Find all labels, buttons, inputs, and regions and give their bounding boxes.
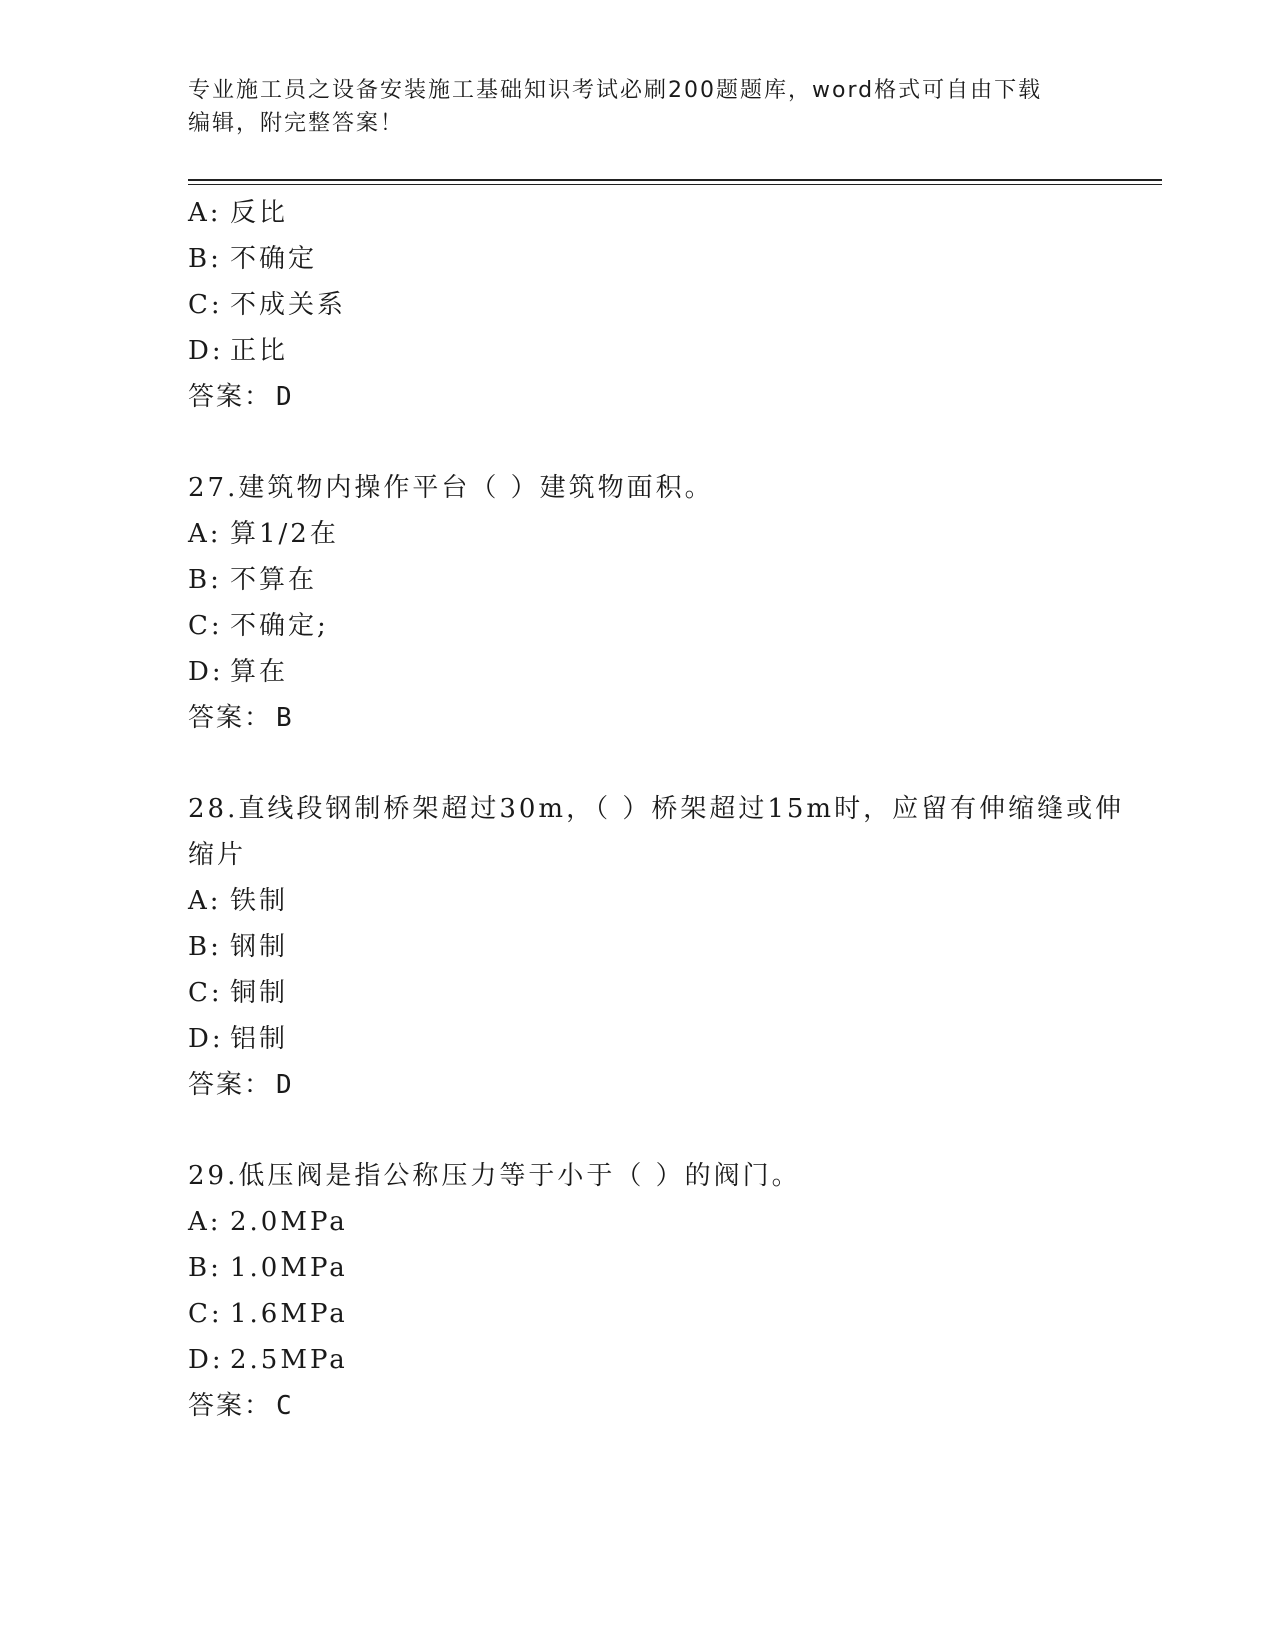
option-d: [188, 649, 1128, 695]
answer-line: [188, 1062, 1128, 1108]
option-c: [188, 603, 1128, 649]
option-key: A:: [188, 1207, 222, 1237]
option-key: A:: [188, 519, 222, 549]
option-c: [188, 970, 1128, 1016]
option-d: [188, 328, 1128, 374]
option-text: 铁制: [230, 886, 289, 916]
option-key: A:: [188, 886, 222, 916]
option-a: [188, 1199, 1128, 1245]
question-spacer: [188, 420, 1128, 465]
question-28: [188, 786, 1128, 1108]
option-d: [188, 1337, 1128, 1383]
option-a: [188, 511, 1128, 557]
option-text: 正比: [230, 336, 289, 366]
answer-label: 答案：: [188, 382, 273, 412]
option-text: 2.5MPa: [230, 1345, 348, 1375]
option-text: 不确定;: [230, 611, 329, 641]
answer-value: C: [276, 1391, 294, 1421]
question-spacer: [188, 741, 1128, 786]
question-list: [188, 190, 1128, 1429]
option-key: C:: [188, 290, 223, 320]
option-key: D:: [188, 657, 224, 687]
question-stem: 27.建筑物内操作平台（ ）建筑物面积。: [188, 473, 714, 503]
option-b: [188, 557, 1128, 603]
option-key: A:: [188, 198, 222, 228]
answer-label: 答案：: [188, 703, 273, 733]
question-29: [188, 1153, 1128, 1429]
option-text: 算在: [230, 657, 289, 687]
answer-label: 答案：: [188, 1391, 273, 1421]
option-text: 钢制: [230, 932, 289, 962]
option-text: 铝制: [230, 1024, 289, 1054]
option-key: B:: [188, 565, 222, 595]
option-a: [188, 190, 1128, 236]
option-key: B:: [188, 244, 222, 274]
document-header: [188, 74, 1088, 140]
option-text: 反比: [230, 198, 289, 228]
option-key: D:: [188, 1024, 224, 1054]
option-text: 不成关系: [230, 290, 347, 320]
option-a: [188, 878, 1128, 924]
answer-line: [188, 695, 1128, 741]
option-key: C:: [188, 1299, 223, 1329]
answer-value: D: [276, 382, 294, 412]
answer-value: B: [276, 703, 294, 733]
option-key: B:: [188, 932, 222, 962]
option-text: 1.6MPa: [230, 1299, 348, 1329]
option-text: 不确定: [230, 244, 318, 274]
option-key: C:: [188, 978, 223, 1008]
option-c: [188, 1291, 1128, 1337]
question-stem: 29.低压阀是指公称压力等于小于（ ）的阀门。: [188, 1161, 801, 1191]
question-26: [188, 190, 1128, 420]
option-text: 算1/2在: [230, 519, 339, 549]
answer-value: D: [276, 1070, 294, 1100]
option-b: [188, 1245, 1128, 1291]
option-c: [188, 282, 1128, 328]
option-b: [188, 924, 1128, 970]
option-key: C:: [188, 611, 223, 641]
answer-label: 答案：: [188, 1070, 273, 1100]
header-divider-thick: [188, 179, 1162, 181]
header-line-1: 专业施工员之设备安装施工基础知识考试必刷200题题库，word格式可自由下载: [188, 78, 1043, 103]
question-spacer: [188, 1108, 1128, 1153]
option-key: D:: [188, 336, 224, 366]
header-divider-thin: [188, 184, 1162, 185]
question-stem: 28.直线段钢制桥架超过30m，（ ）桥架超过15m时，应留有伸缩缝或伸缩片: [188, 794, 1125, 870]
option-d: [188, 1016, 1128, 1062]
option-text: 2.0MPa: [230, 1207, 348, 1237]
answer-line: [188, 374, 1128, 420]
answer-line: [188, 1383, 1128, 1429]
option-text: 不算在: [230, 565, 318, 595]
option-key: B:: [188, 1253, 222, 1283]
option-b: [188, 236, 1128, 282]
header-line-2: 编辑，附完整答案！: [188, 111, 405, 136]
option-text: 铜制: [230, 978, 289, 1008]
option-key: D:: [188, 1345, 224, 1375]
question-27: [188, 465, 1128, 741]
option-text: 1.0MPa: [230, 1253, 348, 1283]
